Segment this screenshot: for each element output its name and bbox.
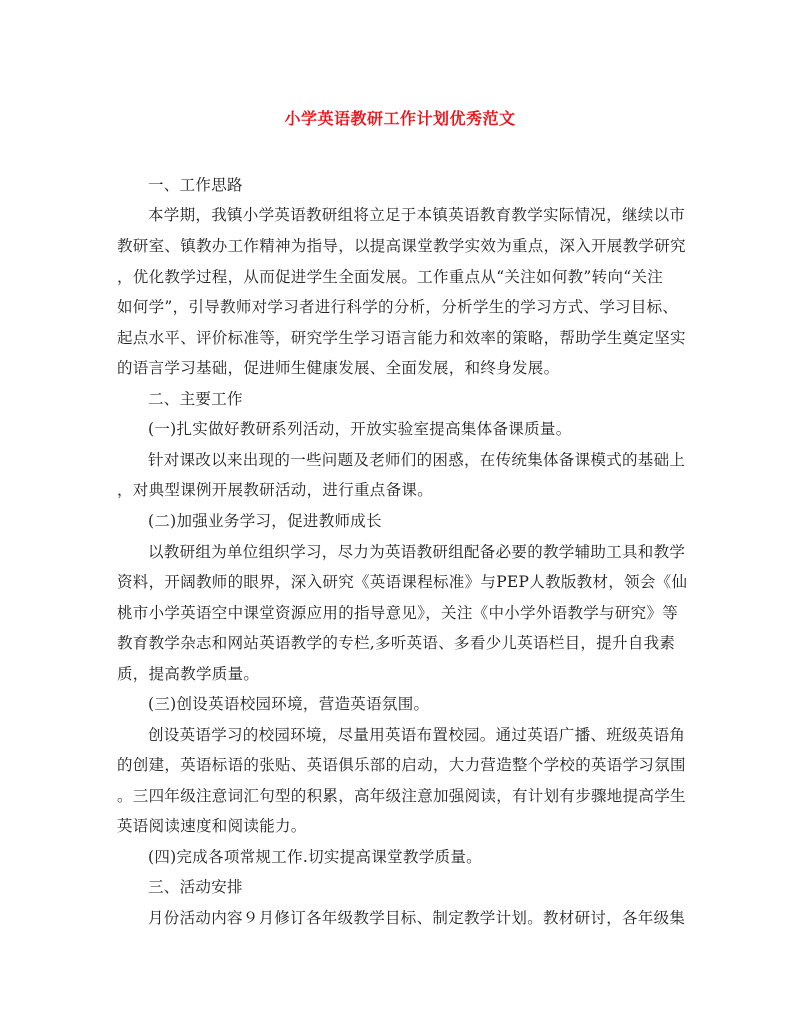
- paragraph-line: ，对典型课例开展教研活动，进行重点备课。: [117, 481, 434, 499]
- paragraph-line: 的创建，英语标语的张贴、英语俱乐部的启动，大力营造整个学校的英语学习氛围: [117, 756, 686, 774]
- paragraph-line: 。三四年级注意词汇句型的积累，高年级注意加强阅读，有计划有步骤地提高学生: [117, 787, 686, 805]
- subsection-heading: (四)完成各项常规工作.切实提高课堂教学质量。: [148, 848, 482, 866]
- paragraph-line: 月份活动内容９月修订各年级教学目标、制定教学计划。教材研讨，各年级集: [148, 909, 686, 927]
- paragraph-line: 创设英语学习的校园环境，尽量用英语布置校园。通过英语广播、班级英语角: [148, 726, 686, 744]
- paragraph-line: 以教研组为单位组织学习，尽力为英语教研组配备必要的教学辅助工具和教学: [148, 543, 686, 561]
- paragraph-line: 资料，开阔教师的眼界，深入研究《英语课程标准》与PEP人教版教材，领会《仙: [117, 573, 688, 591]
- section-heading: 二、主要工作: [148, 390, 243, 408]
- paragraph-line: 的语言学习基础，促进师生健康发展、全面发展，和终身发展。: [117, 359, 560, 377]
- paragraph-line: 本学期，我镇小学英语教研组将立足于本镇英语教育教学实际情况，继续以市: [148, 206, 686, 224]
- paragraph-line: 英语阅读速度和阅读能力。: [117, 817, 307, 835]
- subsection-heading: (三)创设英语校园环境，营造英语氛围。: [148, 695, 430, 713]
- section-heading: 三、活动安排: [148, 878, 243, 896]
- paragraph-line: 质，提高教学质量。: [117, 665, 260, 683]
- paragraph-line: 起点水平、评价标准等，研究学生学习语言能力和效率的策略，帮助学生奠定坚实: [117, 329, 686, 347]
- paragraph-line: 教育教学杂志和网站英语教学的专栏,多听英语、多看少儿英语栏目，提升自我素: [117, 634, 676, 652]
- paragraph-line: ，优化教学过程，从而促进学生全面发展。工作重点从“关注如何教”转向“关注: [117, 268, 664, 286]
- document-title: 小学英语教研工作计划优秀范文: [284, 109, 516, 128]
- section-heading: 一、工作思路: [148, 176, 243, 194]
- paragraph-line: 如何学”，引导教师对学习者进行科学的分析，分析学生的学习方式、学习目标、: [117, 298, 679, 316]
- subsection-heading: (二)加强业务学习，促进教师成长: [148, 512, 382, 530]
- paragraph-line: 桃市小学英语空中课堂资源应用的指导意见》，关注《中小学外语教学与研究》等: [117, 604, 679, 622]
- subsection-heading: (一)扎实做好教研系列活动，开放实验室提高集体备课质量。: [148, 420, 572, 438]
- paragraph-line: 针对课改以来出现的一些问题及老师们的困惑，在传统集体备课模式的基础上: [148, 451, 686, 469]
- paragraph-line: 教研室、镇教办工作精神为指导，以提高课堂教学实效为重点，深入开展教学研究: [117, 237, 686, 255]
